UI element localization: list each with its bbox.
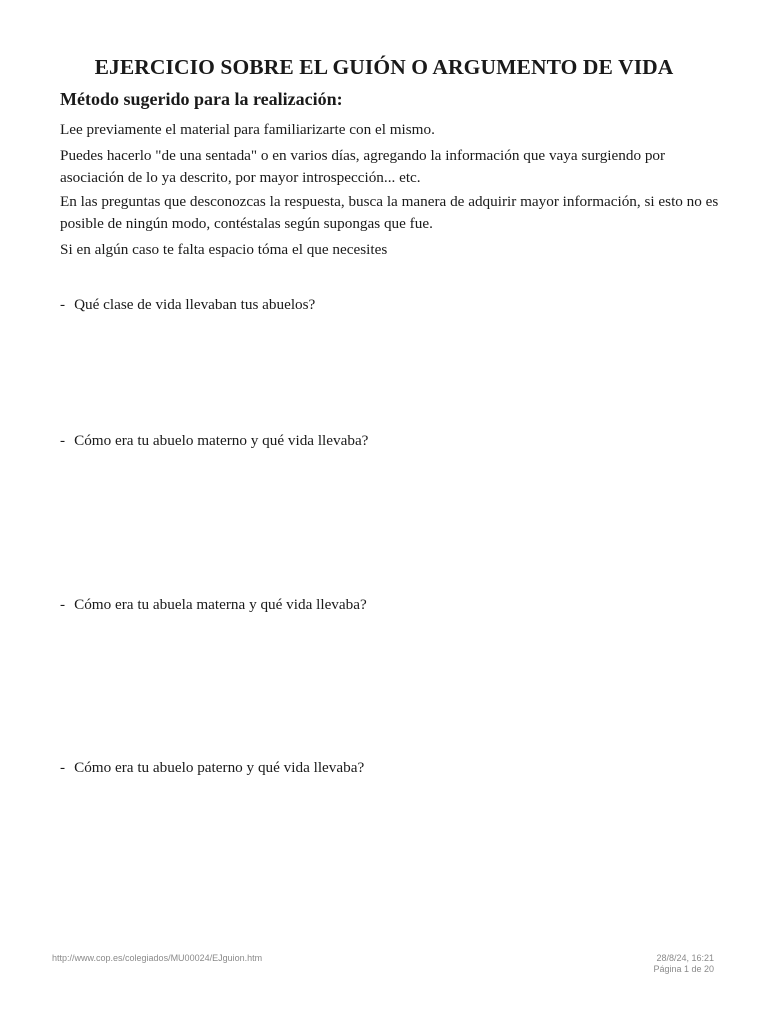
question-dash: - xyxy=(60,432,66,449)
method-heading: Método sugerido para la realización: xyxy=(60,89,343,109)
question-text: Cómo era tu abuelo materno y qué vida llevaba? xyxy=(74,432,369,449)
question-item xyxy=(60,430,368,452)
question-item xyxy=(60,294,315,316)
question-item xyxy=(60,594,367,616)
instruction-paragraph: Lee previamente el material para familiarizarte con el mismo. xyxy=(60,121,435,138)
instruction-paragraph: En las preguntas que desconozcas la respuesta, busca la manera de adquirir mayor información, si esto no es posible de ningún modo, contéstalas según supongas que fue. xyxy=(60,193,719,232)
question-dash: - xyxy=(60,296,66,313)
question-item xyxy=(60,757,364,779)
question-text: Cómo era tu abuelo paterno y qué vida llevaba? xyxy=(74,759,365,776)
footer-meta xyxy=(653,953,714,975)
footer-page-number: Página 1 de 20 xyxy=(653,964,714,974)
question-dash: - xyxy=(60,596,66,613)
footer-datetime: 28/8/24, 16:21 xyxy=(656,953,714,963)
question-dash: - xyxy=(60,759,66,776)
question-text: Qué clase de vida llevaban tus abuelos? xyxy=(74,296,316,313)
page-title: EJERCICIO SOBRE EL GUIÓN O ARGUMENTO DE VIDA xyxy=(94,55,674,79)
question-text: Cómo era tu abuela materna y qué vida llevaba? xyxy=(74,596,367,613)
instruction-paragraph: Si en algún caso te falta espacio tóma el que necesites xyxy=(60,241,388,258)
footer-url: http://www.cop.es/colegiados/MU00024/EJguion.htm xyxy=(52,953,263,963)
instruction-paragraph: Puedes hacerlo "de una sentada" o en varios días, agregando la información que vaya surgiendo por asociación de lo ya descrito, por mayor introspección... etc. xyxy=(60,147,666,186)
